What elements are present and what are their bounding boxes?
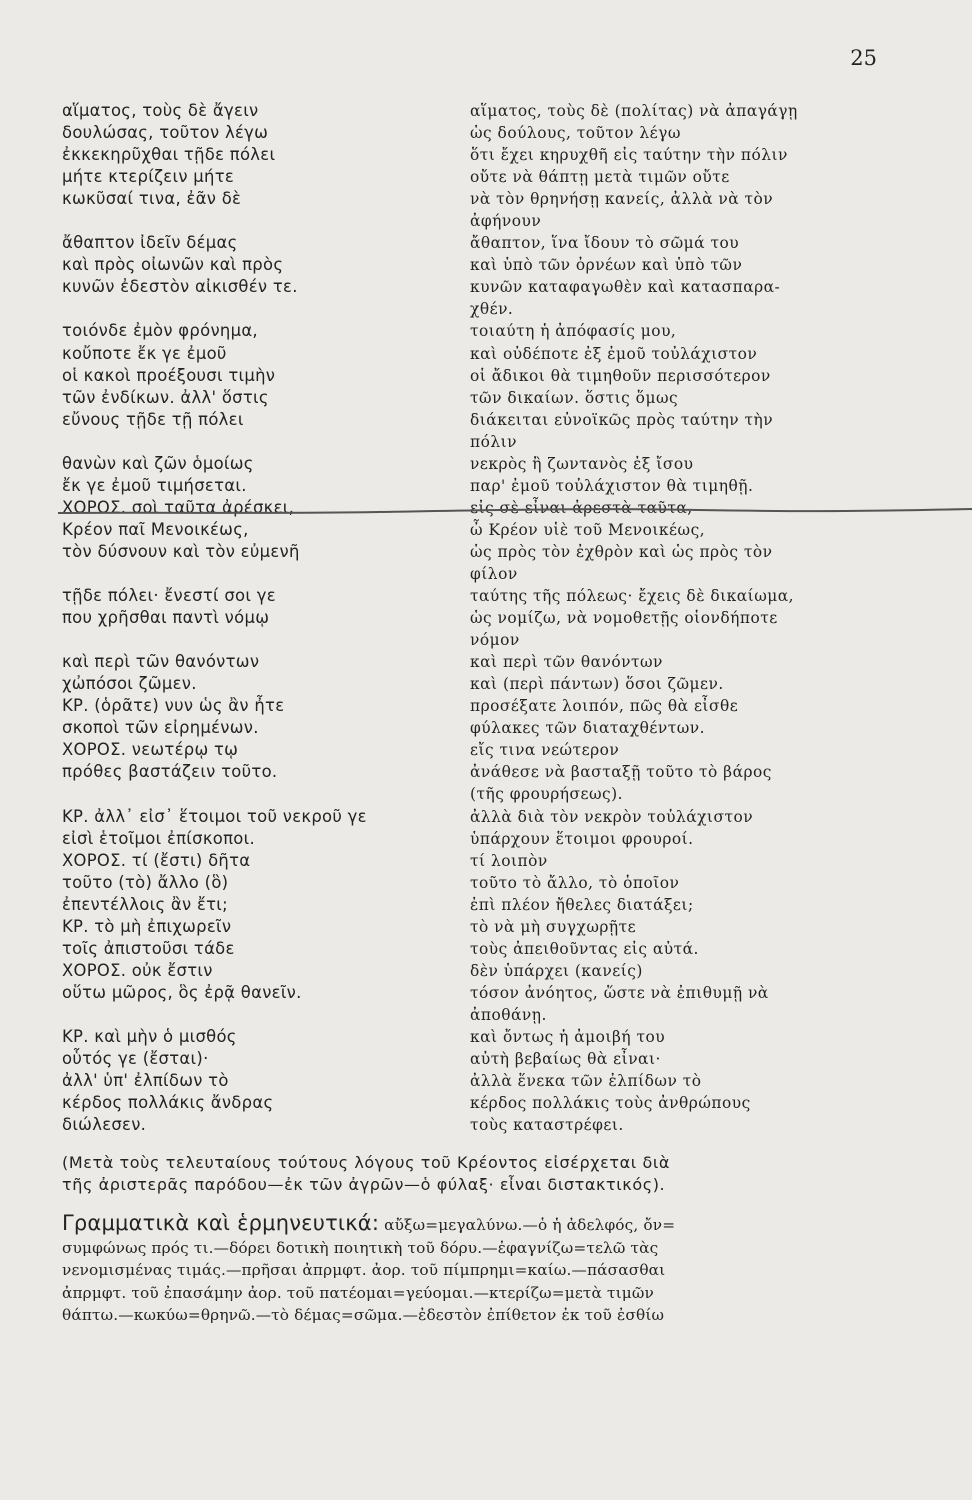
text-row: [62, 1004, 882, 1026]
ancient-greek-line: ΧΟΡΟΣ. σοὶ ταῦτα ἀρέσκει,: [62, 497, 295, 517]
translation-line: τοὺς ἀπειθοῦντας εἰς αὐτά.: [470, 939, 699, 958]
text-row: [62, 783, 882, 805]
translation-line: οἱ ἄδικοι θὰ τιμηθοῦν περισσότερον: [470, 366, 771, 385]
text-row: [62, 343, 882, 365]
translation-line: αὐτὴ βεβαίως θὰ εἶναι·: [470, 1050, 661, 1069]
text-row: [62, 651, 882, 673]
text-row: [62, 673, 882, 695]
ancient-greek-line: αἵματος, τοὺς δὲ ἄγειν: [62, 101, 259, 120]
text-row: [62, 850, 882, 872]
text-row: [62, 519, 882, 541]
translation-line: καὶ περὶ τῶν θανόντων: [470, 653, 663, 672]
ancient-greek-line: ἐπεντέλλοις ἂν ἔτι;: [62, 894, 228, 914]
text-row: [62, 254, 882, 276]
text-row: [62, 695, 882, 717]
text-row: [62, 739, 882, 761]
translation-line: εἴς τινα νεώτερον: [470, 741, 620, 760]
text-row: [62, 387, 882, 409]
translation-line: ἀλλὰ ἕνεκα τῶν ἐλπίδων τὸ: [470, 1072, 702, 1091]
translation-line: νὰ τὸν θρηνήσῃ κανείς, ἀλλὰ νὰ τὸν: [470, 190, 774, 209]
translation-line: ἐπὶ πλέον ἤθελες διατάξει;: [470, 895, 694, 914]
ancient-greek-line: κωκῦσαί τινα, ἐᾶν δὲ: [62, 189, 242, 209]
text-row: [62, 100, 882, 122]
page-number: 25: [850, 46, 877, 70]
ancient-greek-line: κοὔποτε ἔκ γε ἐμοῦ: [62, 343, 227, 363]
translation-line: καὶ (περὶ πάντων) ὅσοι ζῶμεν.: [470, 675, 724, 694]
ancient-greek-line: Κρέον παῖ Μενοικέως,: [62, 519, 249, 539]
text-row: [62, 982, 882, 1004]
ancient-greek-line: τοῖς ἀπιστοῦσι τάδε: [62, 938, 235, 958]
text-row: [62, 1070, 882, 1092]
ancient-greek-line: ἐκκεκηρῦχθαι τῇδε πόλει: [62, 145, 276, 165]
translation-line: καὶ ὑπὸ τῶν ὀρνέων καὶ ὑπὸ τῶν: [470, 256, 743, 275]
text-row: [62, 453, 882, 475]
stage-direction-line: τῆς ἀριστερᾶς παρόδου—ἐκ τῶν ἀγρῶν—ὁ φύλαξ· εἶναι διστακτικός).: [62, 1175, 666, 1194]
text-row: [62, 276, 882, 298]
translation-line: καὶ ὄντως ἡ ἀμοιβή του: [470, 1027, 666, 1046]
grammar-line: νενομισμένας τιμάς.—πρῆσαι ἀπρμφτ. ἀορ. τοῦ πίμπρημι=καίω.—πάσασθαι: [62, 1261, 666, 1279]
ancient-greek-line: σκοποὶ τῶν εἰρημένων.: [62, 718, 259, 738]
translation-line: διάκειται εὐνοϊκῶς πρὸς ταύτην τὴν: [470, 410, 774, 429]
ancient-greek-line: τῇδε πόλει· ἔνεστί σοι γε: [62, 586, 276, 606]
translation-line: πόλιν: [470, 432, 518, 451]
ancient-greek-line: ΚΡ. καὶ μὴν ὁ μισθός: [62, 1026, 237, 1046]
translation-line: (τῆς φρουρήσεως).: [470, 785, 624, 804]
ancient-greek-line: που χρῆσθαι παντὶ νόμῳ: [62, 608, 270, 628]
ancient-greek-line: τοῦτο (τὸ) ἄλλο (ὃ): [62, 872, 229, 892]
text-row: [62, 585, 882, 607]
translation-line: τί λοιπὸν: [470, 851, 548, 870]
translation-line: ἀφήνουν: [470, 212, 542, 231]
ancient-greek-line: θανὼν καὶ ζῶν ὁμοίως: [62, 453, 254, 473]
translation-line: ἄθαπτον, ἵνα ἴδουν τὸ σῶμά του: [470, 234, 740, 253]
ancient-greek-line: ΚΡ. τὸ μὴ ἐπιχωρεῖν: [62, 916, 232, 936]
ancient-greek-line: εἰσὶ ἑτοῖμοι ἐπίσκοποι.: [62, 828, 255, 848]
text-row: [62, 365, 882, 387]
text-row: [62, 761, 882, 783]
translation-line: ὅτι ἔχει κηρυχθῆ εἰς ταύτην τὴν πόλιν: [470, 146, 788, 165]
translation-line: ὡς νομίζω, νὰ νομοθετῇς οἱονδήποτε: [470, 609, 778, 628]
stage-direction: [62, 1152, 882, 1196]
text-row: [62, 497, 882, 519]
ancient-greek-line: κέρδος πολλάκις ἄνδρας: [62, 1093, 274, 1113]
translation-line: τοῦτο τὸ ἄλλο, τὸ ὁποῖον: [470, 873, 680, 892]
translation-line: τῶν δικαίων. ὅστις ὅμως: [470, 388, 679, 407]
translation-line: οὔτε νὰ θάπτῃ μετὰ τιμῶν οὔτε: [470, 168, 730, 187]
ancient-greek-line: ΧΟΡΟΣ. νεωτέρῳ τῳ: [62, 740, 239, 760]
text-row: [62, 210, 882, 232]
translation-line: κέρδος πολλάκις τοὺς ἀνθρώπους: [470, 1094, 751, 1113]
translation-line: καὶ οὐδέποτε ἐξ ἐμοῦ τοὐλάχιστον: [470, 344, 758, 363]
ancient-greek-line: πρόθες βαστάζειν τοῦτο.: [62, 762, 278, 782]
text-row: [62, 806, 882, 828]
text-row: [62, 960, 882, 982]
ancient-greek-line: καὶ πρὸς οἰωνῶν καὶ πρὸς: [62, 255, 284, 275]
text-row: [62, 717, 882, 739]
ancient-greek-line: οὗτός γε (ἔσται)·: [62, 1049, 209, 1069]
text-row: [62, 1048, 882, 1070]
text-row: [62, 1092, 882, 1114]
ancient-greek-line: [62, 563, 470, 585]
grammar-line: θάπτω.—κωκύω=θρηνῶ.—τὸ δέμας=σῶμα.—ἐδεστὸν ἐπίθετον ἐκ τοῦ ἐσθίω: [62, 1306, 665, 1324]
translation-line: παρ' ἐμοῦ τοὐλάχιστον θὰ τιμηθῇ.: [470, 476, 754, 495]
translation-line: φίλον: [470, 564, 518, 583]
text-row: [62, 541, 882, 563]
translation-line: κυνῶν καταφαγωθὲν καὶ κατασπαρα-: [470, 278, 781, 297]
translation-line: δὲν ὑπάρχει (κανείς): [470, 961, 643, 980]
translation-line: χθέν.: [470, 300, 514, 319]
ancient-greek-line: κυνῶν ἐδεστὸν αἰκισθέν τε.: [62, 277, 298, 297]
translation-line: τοὺς καταστρέφει.: [470, 1116, 624, 1135]
ancient-greek-line: [62, 210, 470, 232]
text-row: [62, 298, 882, 320]
text-row: [62, 232, 882, 254]
text-row: [62, 894, 882, 916]
ancient-greek-line: τῶν ἐνδίκων. ἀλλ' ὅστις: [62, 387, 269, 407]
text-row: [62, 828, 882, 850]
translation-line: ἀλλὰ διὰ τὸν νεκρὸν τοὐλάχιστον: [470, 807, 754, 826]
ancient-greek-line: [62, 298, 470, 320]
ancient-greek-line: διώλεσεν.: [62, 1115, 147, 1135]
text-row: [62, 629, 882, 651]
parallel-text: [62, 100, 882, 1136]
translation-line: ἀνάθεσε νὰ βασταξῇ τοῦτο τὸ βάρος: [470, 763, 772, 782]
text-row: [62, 409, 882, 431]
text-row: [62, 563, 882, 585]
ancient-greek-line: τὸν δύσνουν καὶ τὸν εὐμενῆ: [62, 541, 300, 561]
text-row: [62, 916, 882, 938]
text-row: [62, 872, 882, 894]
translation-line: ἀποθάνῃ.: [470, 1005, 547, 1024]
ancient-greek-line: ἄθαπτον ἰδεῖν δέμας: [62, 233, 238, 253]
grammar-line: συμφώνως πρός τι.—δόρει δοτικὴ ποιητικὴ τοῦ δόρυ.—ἐφαγνίζω=τελῶ τὰς: [62, 1238, 659, 1257]
text-row: [62, 144, 882, 166]
stage-direction-line: (Μετὰ τοὺς τελευταίους τούτους λόγους τοῦ Κρέοντος εἰσέρχεται διὰ: [62, 1153, 670, 1172]
text-row: [62, 320, 882, 342]
text-row: [62, 431, 882, 453]
translation-line: φύλακες τῶν διαταχθέντων.: [470, 719, 706, 738]
ancient-greek-line: δουλώσας, τοῦτον λέγω: [62, 123, 269, 143]
grammar-line: αὔξω=μεγαλύνω.—ὁ ἡ ἀδελφός, ὄν=: [384, 1216, 676, 1234]
ancient-greek-line: [62, 783, 470, 805]
translation-line: προσέξατε λοιπόν, πῶς θὰ εἶσθε: [470, 697, 739, 716]
text-row: [62, 938, 882, 960]
text-row: [62, 122, 882, 144]
ancient-greek-line: ΧΟΡΟΣ. οὐκ ἔστιν: [62, 960, 213, 980]
ancient-greek-line: [62, 431, 470, 453]
text-row: [62, 475, 882, 497]
translation-line: ταύτης τῆς πόλεως· ἔχεις δὲ δικαίωμα,: [470, 587, 795, 606]
ancient-greek-line: μήτε κτερίζειν μήτε: [62, 167, 235, 187]
ancient-greek-line: εὔνους τῇδε τῇ πόλει: [62, 409, 244, 429]
ancient-greek-line: ΚΡ. (ὁρᾶτε) νυν ὡς ἂν ἦτε: [62, 696, 285, 716]
translation-line: ὑπάρχουν ἕτοιμοι φρουροί.: [470, 829, 694, 848]
grammar-heading: Γραμματικὰ καὶ ἑρμηνευτικά:: [62, 1211, 380, 1235]
ancient-greek-line: ἀλλ' ὑπ' ἐλπίδων τὸ: [62, 1071, 229, 1091]
translation-line: τοιαύτη ἡ ἀπόφασίς μου,: [470, 322, 677, 341]
translation-line: τόσον ἀνόητος, ὥστε νὰ ἐπιθυμῇ νὰ: [470, 983, 769, 1002]
translation-line: νεκρὸς ἢ ζωντανὸς ἐξ ἴσου: [470, 454, 694, 473]
text-row: [62, 188, 882, 210]
translation-line: ὡς πρὸς τὸν ἐχθρὸν καὶ ὡς πρὸς τὸν: [470, 542, 773, 561]
ancient-greek-line: τοιόνδε ἐμὸν φρόνημα,: [62, 321, 258, 341]
ancient-greek-line: [62, 1004, 470, 1026]
grammar-line: ἀπρμφτ. τοῦ ἐπασάμην ἀορ. τοῦ πατέομαι=γεύομαι.—κτερίζω=μετὰ τιμῶν: [62, 1283, 654, 1302]
ancient-greek-line: οὕτω μῶρος, ὃς ἐρᾷ θανεῖν.: [62, 982, 302, 1002]
translation-line: εἰς σὲ εἶναι ἀρεστὰ ταῦτα,: [470, 498, 693, 517]
translation-line: νόμον: [470, 631, 520, 650]
translation-line: ὦ Κρέον υἱὲ τοῦ Μενοικέως,: [470, 520, 706, 539]
text-row: [62, 607, 882, 629]
text-row: [62, 1114, 882, 1136]
text-row: [62, 1026, 882, 1048]
ancient-greek-line: οἱ κακοὶ προέξουσι τιμὴν: [62, 365, 276, 385]
translation-line: ὡς δούλους, τοῦτον λέγω: [470, 124, 681, 143]
translation-line: τὸ νὰ μὴ συγχωρῇτε: [470, 917, 637, 936]
ancient-greek-line: [62, 629, 470, 651]
ancient-greek-line: ἔκ γε ἐμοῦ τιμήσεται.: [62, 475, 247, 495]
ancient-greek-line: καὶ περὶ τῶν θανόντων: [62, 652, 260, 672]
ancient-greek-line: ΚΡ. ἀλλ᾽ εἰσ᾽ ἕτοιμοι τοῦ νεκροῦ γε: [62, 806, 367, 826]
ancient-greek-line: χὠπόσοι ζῶμεν.: [62, 674, 197, 694]
text-row: [62, 166, 882, 188]
translation-line: αἵματος, τοὺς δὲ (πολίτας) νὰ ἀπαγάγῃ: [470, 102, 798, 120]
grammar-notes: [62, 1212, 882, 1327]
ancient-greek-line: ΧΟΡΟΣ. τί (ἔστι) δῆτα: [62, 850, 251, 870]
